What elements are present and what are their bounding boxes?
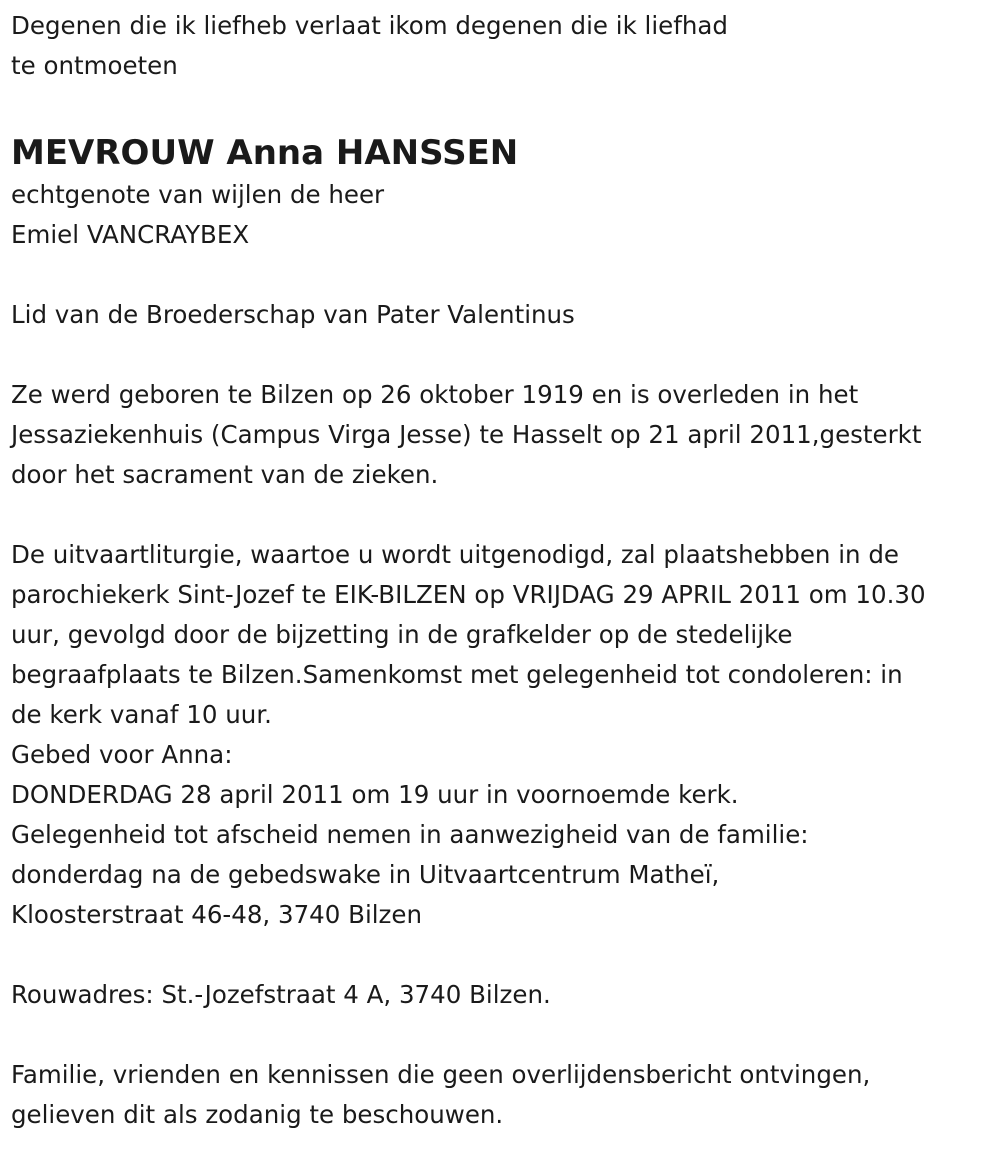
birth-death-line: Ze werd geboren te Bilzen op 26 oktober 1919 en is overleden in het [11,380,859,409]
funeral-section [11,535,996,935]
funeral-line: Kloosterstraat 46-48, 3740 Bilzen [11,900,423,929]
funeral-line: donderdag na de gebedswake in Uitvaartcentrum Matheï, [11,860,720,889]
birth-death-line: door het sacrament van de zieken. [11,460,439,489]
relation-line: Emiel VANCRAYBEX [11,220,250,249]
obituary-notice [11,6,996,1135]
motto-section [11,6,996,86]
notice-section [11,1055,996,1135]
funeral-line: uur, gevolgd door de bijzetting in de grafkelder op de stedelijke [11,620,793,649]
relation-line: echtgenote van wijlen de heer [11,180,385,209]
funeral-line: Gebed voor Anna: [11,740,233,769]
notice-line: gelieven dit als zodanig te beschouwen. [11,1100,504,1129]
deceased-name: MEVROUW Anna HANSSEN [11,133,519,173]
funeral-line: DONDERDAG 28 april 2011 om 19 uur in voornoemde kerk. [11,780,739,809]
mourning-address: Rouwadres: St.-Jozefstraat 4 A, 3740 Bilzen. [11,980,551,1009]
funeral-line: De uitvaartliturgie, waartoe u wordt uitgenodigd, zal plaatshebben in de [11,540,899,569]
motto-line: te ontmoeten [11,51,178,80]
birth-death-line: Jessaziekenhuis (Campus Virga Jesse) te Hasselt op 21 april 2011,gesterkt [11,420,922,449]
membership-text: Lid van de Broederschap van Pater Valentinus [11,300,575,329]
funeral-line: begraafplaats te Bilzen.Samenkomst met gelegenheid tot condoleren: in [11,660,903,689]
notice-line: Familie, vrienden en kennissen die geen overlijdensbericht ontvingen, [11,1060,871,1089]
birth-death-section [11,375,996,495]
motto-line: Degenen die ik liefheb verlaat ikom degenen die ik liefhad [11,11,728,40]
funeral-line: de kerk vanaf 10 uur. [11,700,272,729]
funeral-line: Gelegenheid tot afscheid nemen in aanwezigheid van de familie: [11,820,809,849]
funeral-line: parochiekerk Sint-Jozef te EIK-BILZEN op VRIJDAG 29 APRIL 2011 om 10.30 [11,580,926,609]
deceased-section [11,133,996,255]
